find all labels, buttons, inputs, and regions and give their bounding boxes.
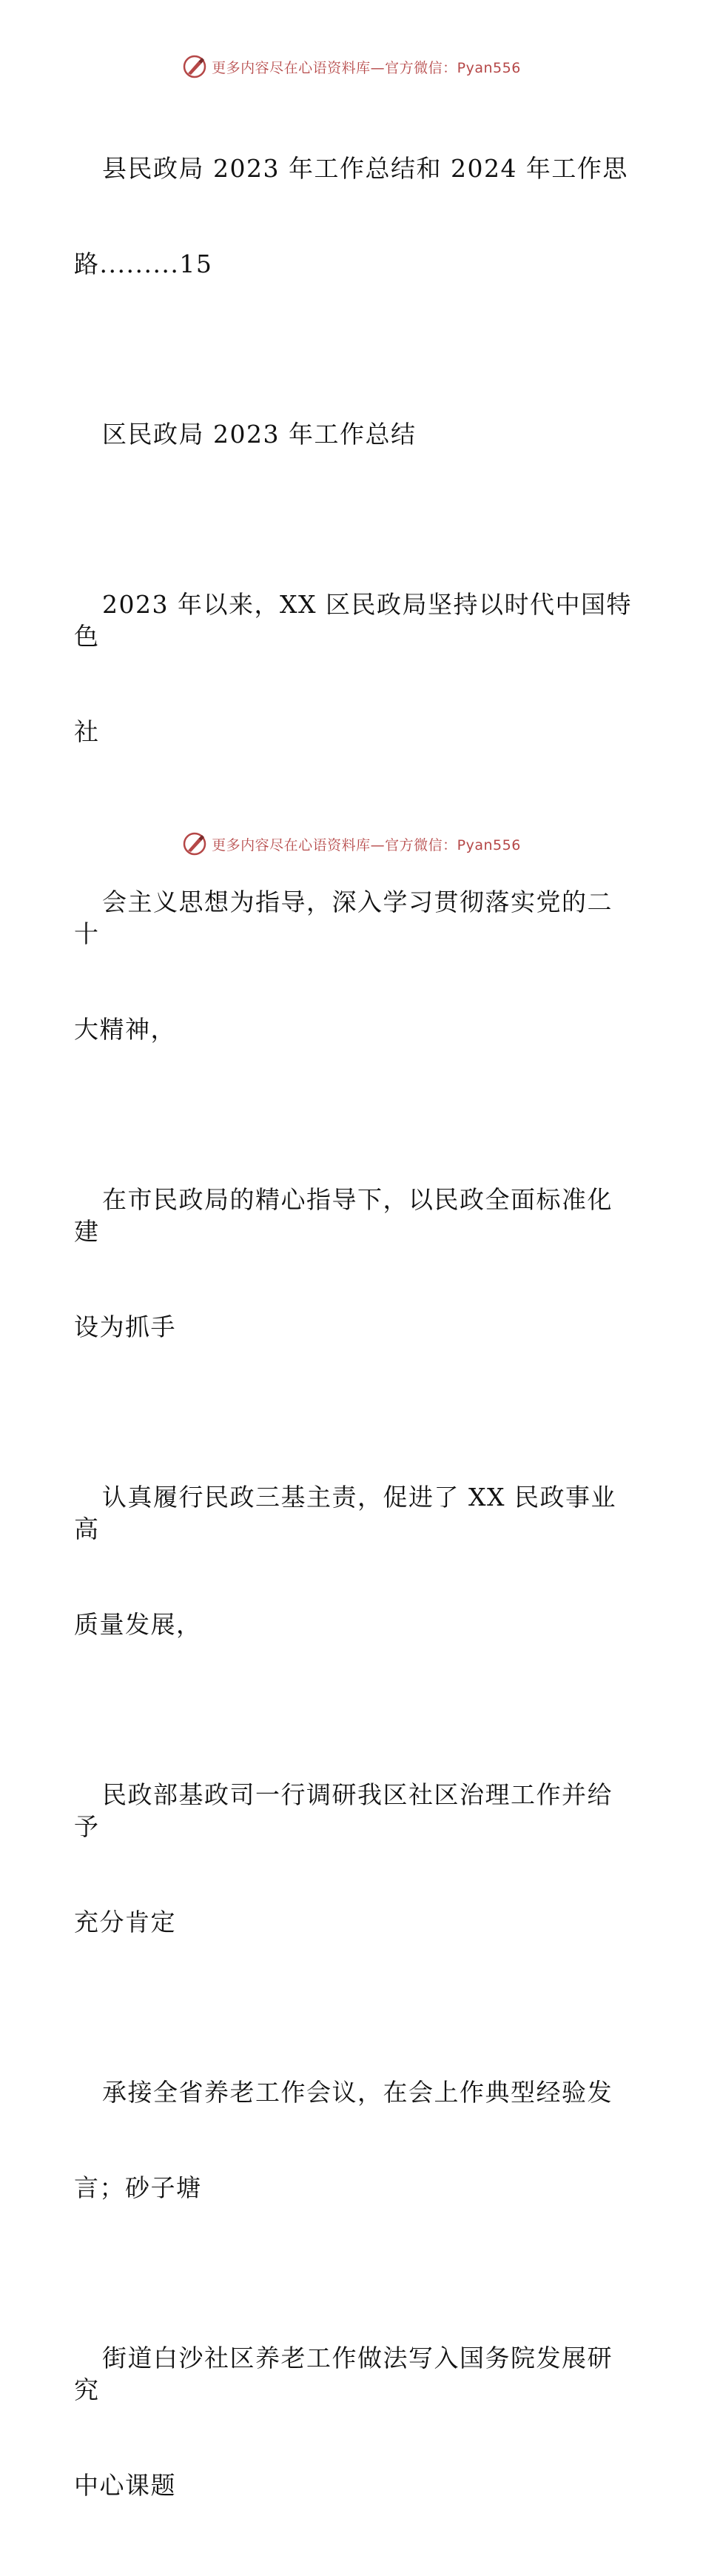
paragraph <box>74 89 636 343</box>
paragraph-line: 县民政局 2023 年工作总结和 2024 年工作思 <box>102 154 628 183</box>
paragraph-line: 认真履行民政三基主责，促进了 XX 民政事业高 <box>74 1483 616 1543</box>
paragraph <box>74 2278 636 2565</box>
paragraph-line: 2023 年以来，XX 区民政局坚持以时代中国特色 <box>74 590 632 651</box>
document-body <box>74 89 636 2576</box>
header-banner <box>0 52 703 81</box>
paragraph <box>74 1715 636 2002</box>
footer-banner-text: 更多内容尽在心语资料库—官方微信：Pyan556 <box>212 836 521 853</box>
paragraph-line: 民政部基政司一行调研我区社区治理工作并给予 <box>74 1780 613 1841</box>
paragraph-line: 路.........15 <box>74 249 213 278</box>
paragraph-line: 在市民政局的精心指导下，以民政全面标准化建 <box>74 1185 613 1246</box>
pen-logo-icon <box>182 831 207 856</box>
pen-logo-icon <box>182 54 207 79</box>
footer-banner <box>0 829 703 859</box>
paragraph-line: 言；砂子塘 <box>74 2173 202 2202</box>
paragraph-line: 大精神， <box>74 1015 176 1044</box>
paragraph <box>74 822 636 1109</box>
paragraph-line: 区民政局 2023 年工作总结 <box>102 420 417 449</box>
paragraph-line: 承接全省养老工作会议，在会上作典型经验发 <box>102 2078 613 2107</box>
paragraph-line: 中心课题 <box>74 2471 176 2500</box>
paragraph <box>74 1120 636 1406</box>
paragraph <box>74 355 636 514</box>
paragraph <box>74 2013 636 2267</box>
header-banner-text: 更多内容尽在心语资料库—官方微信：Pyan556 <box>212 59 521 76</box>
paragraph <box>74 525 636 811</box>
paragraph-line: 社 <box>74 717 100 746</box>
paragraph-line: 设为抓手 <box>74 1312 176 1341</box>
paragraph-line: 充分肯定 <box>74 1908 176 1936</box>
paragraph-line: 质量发展， <box>74 1610 202 1639</box>
paragraph-line: 会主义思想为指导，深入学习贯彻落实党的二十 <box>74 888 613 948</box>
paragraph-line: 街道白沙社区养老工作做法写入国务院发展研究 <box>74 2344 613 2404</box>
paragraph <box>74 1418 636 1704</box>
